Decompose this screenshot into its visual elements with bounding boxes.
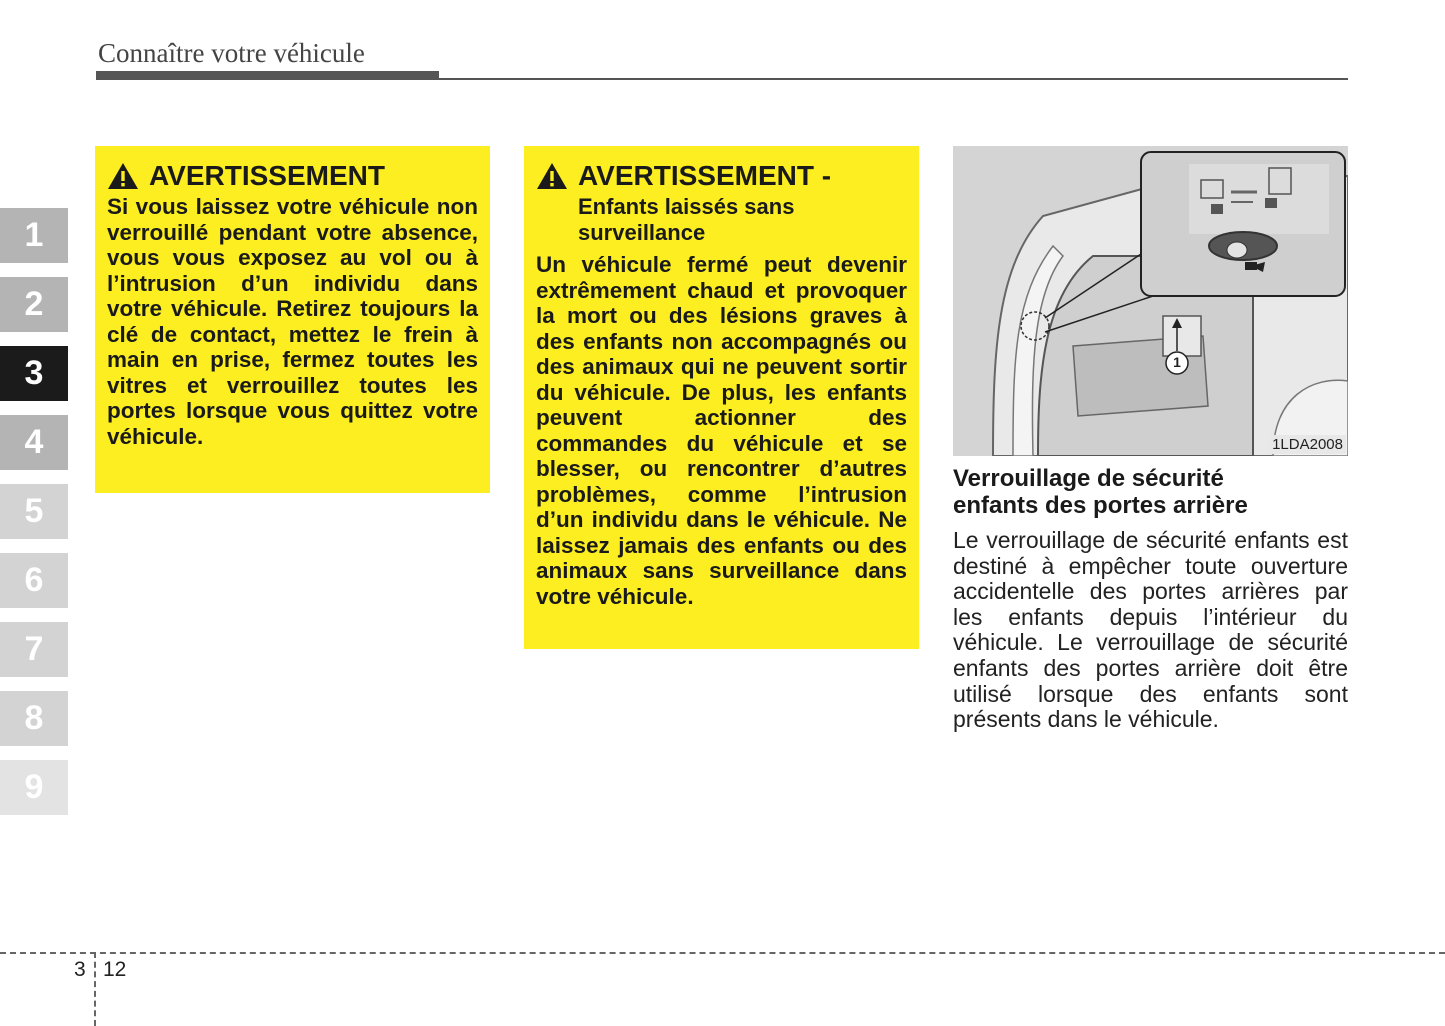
footer-divider — [0, 952, 1445, 954]
chapter-tab-4[interactable]: 4 — [0, 415, 68, 470]
warning-subtitle-line2: surveillance — [578, 220, 706, 245]
header-rule — [96, 78, 1348, 80]
chapter-tab-6[interactable]: 6 — [0, 553, 68, 608]
rear-door-illustration — [953, 146, 1348, 456]
warning-title — [536, 160, 907, 192]
chapter-tab-2[interactable]: 2 — [0, 277, 68, 332]
warning-body: Un véhicule fermé peut devenir extrêmement chaud et provoquer la mort ou des lésions graves à des enfants non accompagnés ou des animaux qui ne peuvent sortir du véhicule. De plus, les enfants peuvent actionner des commandes du véhicule et se blesser, ou rencontrer d’autres problèmes, comme l’intrusion d’un individu dans le véhicule. Ne laissez jamais des enfants ou des animaux sans surveillance dans votre véhicule. — [536, 252, 907, 609]
chapter-tab-1[interactable]: 1 — [0, 208, 68, 263]
page-number: 12 — [103, 958, 127, 981]
door-lock-illustration — [953, 146, 1348, 456]
warning-subtitle — [536, 194, 907, 246]
page-chapter-number: 3 — [74, 958, 86, 981]
warning-title — [107, 160, 478, 192]
warning-triangle-icon — [536, 162, 568, 190]
warning-body: Si vous laissez votre véhicule non verrouillé pendant votre absence, vous vous exposez au vol ou à l’intrusion d’un individu dans votre véhicule. Retirez toujours la clé de contact, mettez le frein à main en prise, fermez toutes les vitres et verrouillez toutes les portes lorsque vous quittez votre véhicule. — [107, 194, 478, 449]
footer-vertical-divider — [94, 952, 96, 1026]
chapter-tab-5[interactable]: 5 — [0, 484, 68, 539]
warning-box-unlocked-vehicle — [95, 146, 490, 493]
section-heading-line1: Verrouillage de sécurité — [953, 465, 1224, 492]
figure-code: 1LDA2008 — [1269, 435, 1346, 454]
chapter-tab-9[interactable]: 9 — [0, 760, 68, 815]
chapter-tab-7[interactable]: 7 — [0, 622, 68, 677]
warning-triangle-icon — [107, 162, 139, 190]
warning-title-text: AVERTISSEMENT — [149, 160, 385, 191]
header-title: Connaître votre véhicule — [98, 38, 365, 68]
warning-box-children — [524, 146, 919, 649]
warning-title-text: AVERTISSEMENT - — [578, 160, 832, 191]
section-heading-line2: enfants des portes arrière — [953, 492, 1248, 519]
chapter-tab-8[interactable]: 8 — [0, 691, 68, 746]
callout-number: 1 — [1173, 354, 1181, 370]
chapter-tab-3[interactable]: 3 — [0, 346, 68, 401]
section-heading — [953, 465, 1353, 519]
warning-subtitle-line1: Enfants laissés sans — [578, 194, 795, 219]
section-body: Le verrouillage de sécurité enfants est destiné à empêcher toute ouverture accidentelle des portes arrières par les enfants depuis l’intérieur du véhicule. Le verrouillage de sécurité enfants des portes arrière doit être utilisé lorsque des enfants sont présents dans le véhicule. — [953, 527, 1348, 733]
